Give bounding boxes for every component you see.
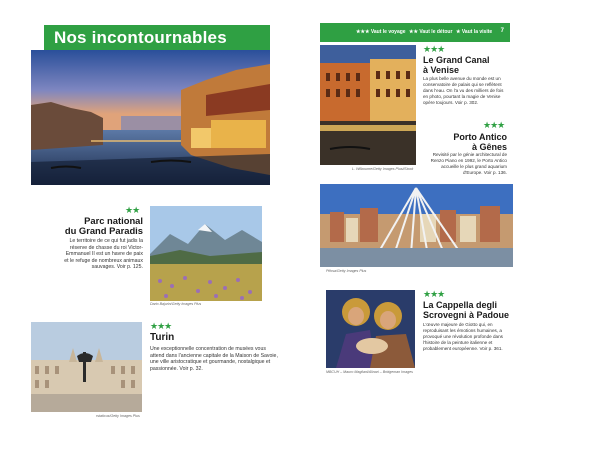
genoa-porto-antico-photo <box>320 184 513 267</box>
parc-title-line1: Parc national <box>84 215 143 226</box>
scrovegni-chapel-fresco-photo <box>326 290 415 368</box>
legend-two-stars: ★★ Vaut le détour <box>409 29 453 35</box>
parc-stars: ★★ <box>125 205 140 215</box>
padoue-title <box>423 300 509 320</box>
venice-stars: ★★★ <box>423 44 445 54</box>
venice-title-line2: à Venise <box>423 65 460 75</box>
legend-one-star: ★ Vaut la visite <box>456 29 493 35</box>
genoa-photo-credit: Pifosa/Getty Images Plus <box>326 269 367 273</box>
genes-stars: ★★★ <box>483 120 505 130</box>
turin-description: Une exceptionnelle concentration de musées vous attend dans l'ancienne capitale de la Maison de Savoie, une ville aristocratique et gourmande, nostalgique et passionnée. Voir p. 32. <box>150 346 278 372</box>
turin-photo-credit: rstaticus/Getty Images Plus <box>96 414 140 418</box>
parc-description: Le territoire de ce qui fut jadis la réserve de chasse du roi Victor-Emmanuel II est un havre de paix et le refuge de nombreux animaux sauvages. Voir p. 125. <box>64 238 143 271</box>
padoue-photo-credit: MBCUH – Mauro Magliani/Alinari – Bridgeman Images <box>326 370 413 374</box>
venice-photo-credit: L. Wilbourne/Getty Images Plus/iStock <box>352 167 414 171</box>
genes-title-line1: Porto Antico <box>453 132 507 142</box>
parc-title <box>60 216 143 236</box>
padoue-title-line2: Scrovegni à Padoue <box>423 310 510 320</box>
turin-photo <box>31 322 142 412</box>
venice-description: La plus belle avenue du monde est un conservatoire de palais qui se reflètent dans l'eau. On l'a vu des milliers de fois en photo, pourtant la magie de Venise opère toujours. Voir p. 302. <box>423 76 504 105</box>
genes-description: Revisité par le génie architectural de Renzo Piano en 1992, le Porto Antico accueille le plus grand aquarium d'Europe. Voir p. 136. <box>430 152 507 175</box>
venice-title <box>423 55 490 75</box>
venice-title-line1: Le Grand Canal <box>423 55 490 65</box>
page-number: 7 <box>500 28 504 34</box>
turin-stars: ★★★ <box>150 321 172 331</box>
padoue-description: L'œuvre majeure de Giotto qui, en reproduisant les émotions humaines, a provoqué une révolution profonde dans l'histoire de la peinture italienne et probablement européenne. Voir p. 361. <box>423 322 503 351</box>
rating-legend-header <box>320 23 510 42</box>
turin-title: Turin <box>150 332 175 343</box>
grand-paradis-photo <box>150 206 262 301</box>
venice-grand-canal-photo <box>31 50 270 185</box>
section-title-bar <box>44 25 270 50</box>
page-title: Nos incontournables <box>54 28 227 47</box>
padoue-title-line1: La Cappella degli <box>423 300 498 310</box>
venice-canal-photo <box>320 45 416 165</box>
parc-title-line2: du Grand Paradis <box>64 225 143 236</box>
genes-title <box>430 132 507 152</box>
padoue-stars: ★★★ <box>423 289 445 299</box>
parc-photo-credit: Dario Bajurin/Getty Images Plus <box>150 302 202 306</box>
genes-title-line2: à Gênes <box>471 142 507 152</box>
legend-three-stars: ★★★ Vaut le voyage <box>356 29 406 35</box>
